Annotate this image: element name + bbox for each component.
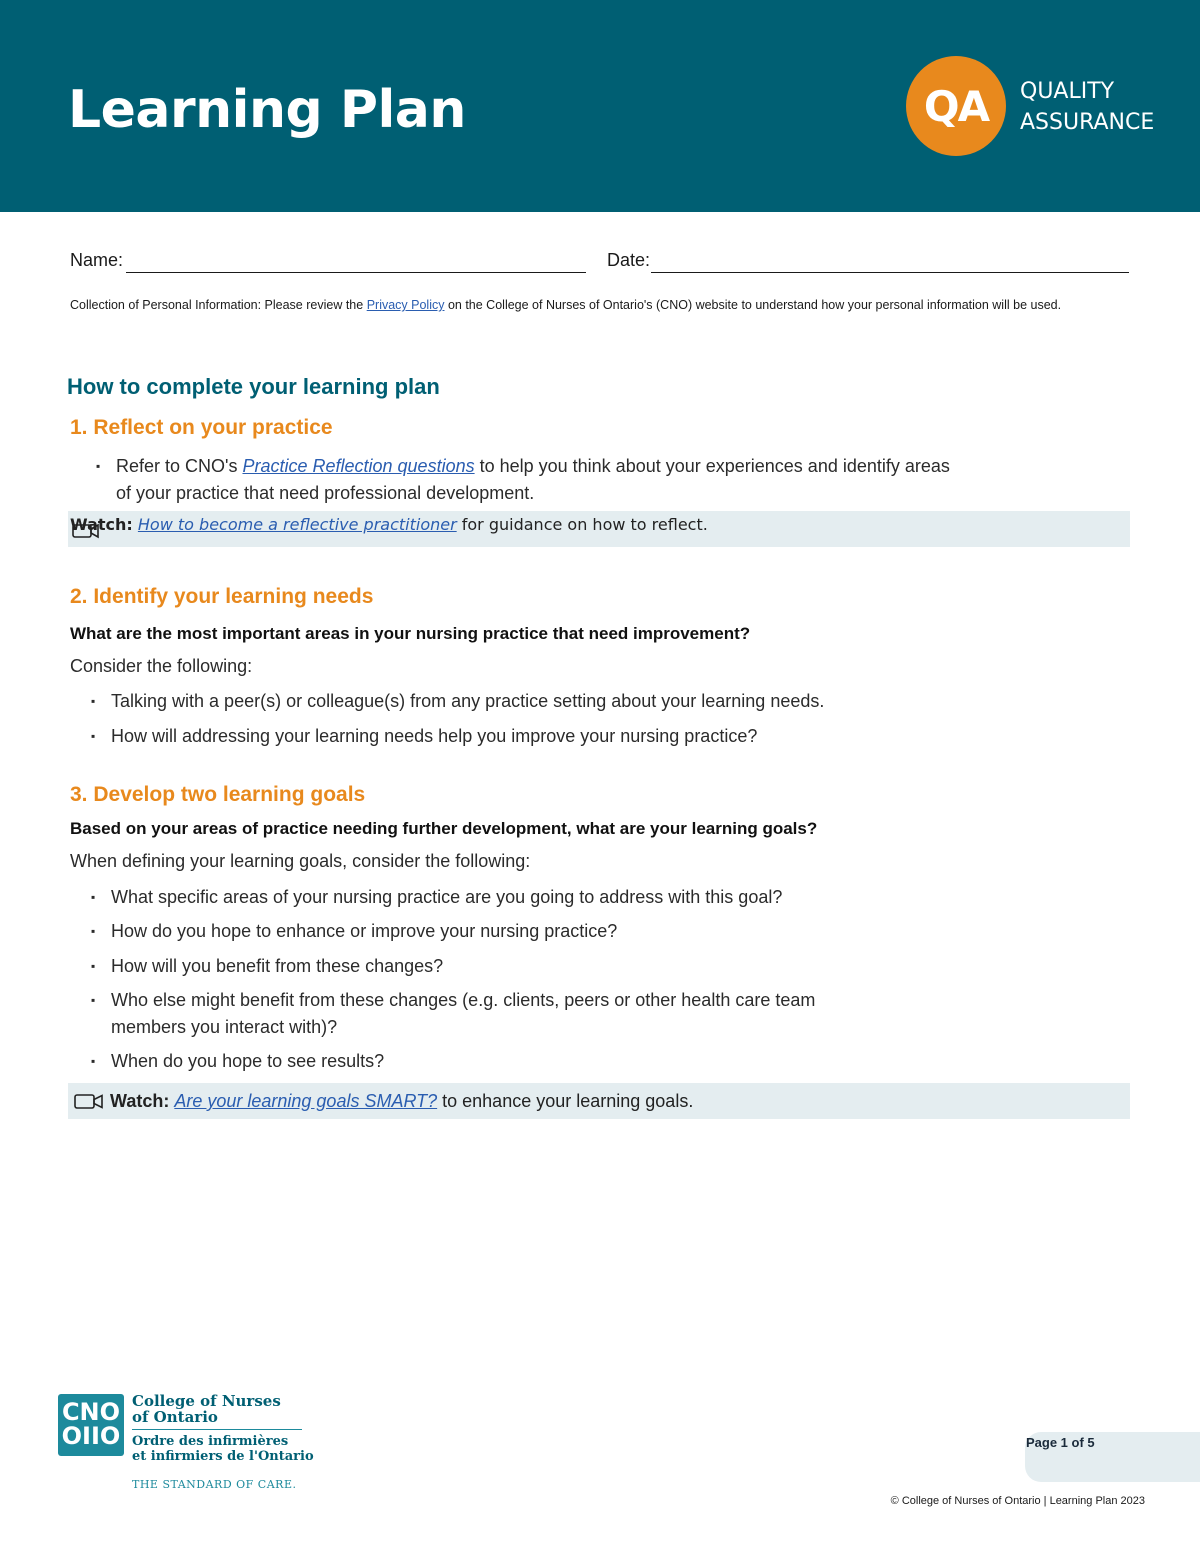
practice-reflection-link[interactable]: Practice Reflection questions <box>242 456 475 476</box>
section1-heading: 1. Reflect on your practice <box>70 416 333 439</box>
privacy-notice-text-end: on the College of Nurses of Ontario's (CNO) website to understand how your personal information will be used. <box>444 298 1062 312</box>
list-item-text: What specific areas of your nursing practice are you going to address with this goal? <box>111 887 783 907</box>
reflective-practitioner-link[interactable]: How to become a reflective practitioner <box>137 515 457 534</box>
privacy-notice-text: Collection of Personal Information: Please review the <box>70 298 367 312</box>
privacy-policy-link[interactable]: Privacy Policy <box>366 298 445 312</box>
list-item-text-cont: members you interact with)? <box>111 1017 338 1037</box>
watch-after: to enhance your learning goals. <box>437 1091 694 1111</box>
how-to-heading: How to complete your learning plan <box>67 374 440 399</box>
bullet-dot: ▪ <box>91 993 96 1007</box>
bullet-dot: ▪ <box>91 1054 96 1068</box>
bullet-text-cont: to help you think about your experiences and identify areas <box>474 456 950 476</box>
date-field[interactable] <box>607 250 650 271</box>
qa-logo-line1: QUALITY <box>1020 79 1115 104</box>
section1-bullet <box>96 453 1076 507</box>
list-item <box>91 918 618 945</box>
section2-question: What are the most important areas in your nursing practice that need improvement? <box>70 624 751 643</box>
qa-logo-text <box>1020 76 1154 138</box>
watch-after: for guidance on how to reflect. <box>456 515 708 534</box>
list-item-text: How will addressing your learning needs help you improve your nursing practice? <box>111 726 758 746</box>
smart-goals-link[interactable]: Are your learning goals SMART? <box>174 1091 438 1111</box>
page-number-tab <box>1025 1432 1200 1482</box>
name-input-line[interactable] <box>126 272 586 273</box>
bullet-dot: ▪ <box>91 959 96 973</box>
watch-line <box>70 515 708 534</box>
cno-logo <box>58 1394 124 1456</box>
section2-heading: 2. Identify your learning needs <box>70 585 374 608</box>
section3-intro: When defining your learning goals, consider the following: <box>70 851 531 871</box>
org-name-fr-1: Ordre des infirmières <box>132 1434 289 1449</box>
date-label: Date: <box>607 250 651 270</box>
qa-logo-line2: ASSURANCE <box>1020 110 1155 135</box>
list-item-text: How do you hope to enhance or improve your nursing practice? <box>111 921 618 941</box>
section2-intro: Consider the following: <box>70 656 253 676</box>
bullet-text: Refer to CNO's <box>116 456 243 476</box>
bullet-dot: ▪ <box>91 924 96 938</box>
list-item <box>91 723 758 750</box>
bullet-text-line2: of your practice that need professional development. <box>116 483 535 503</box>
watch-line <box>110 1091 693 1112</box>
page-number: Page 1 of 5 <box>1026 1435 1095 1450</box>
list-item <box>91 987 816 1041</box>
org-name-en-2: of Ontario <box>132 1408 218 1426</box>
privacy-notice <box>70 296 1140 314</box>
org-divider <box>132 1429 302 1430</box>
list-item-text: Talking with a peer(s) or colleague(s) from any practice setting about your learning needs. <box>111 691 825 711</box>
list-item <box>91 953 444 980</box>
bullet-dot: ▪ <box>91 694 96 708</box>
bullet-dot: ▪ <box>96 459 101 473</box>
list-item <box>91 884 783 911</box>
org-name-en-1: College of Nurses <box>132 1392 281 1410</box>
name-field[interactable] <box>70 250 123 271</box>
video-camera-icon <box>74 1093 104 1110</box>
list-item-text: When do you hope to see results? <box>111 1051 385 1071</box>
watch-label: Watch: <box>70 515 133 534</box>
watch-box-reflective <box>68 511 1130 547</box>
name-label: Name: <box>70 250 124 270</box>
watch-label: Watch: <box>110 1091 170 1111</box>
cno-logo-bottom: OIIO <box>61 1422 121 1450</box>
list-item-text: Who else might benefit from these changes (e.g. clients, peers or other health care team <box>111 990 816 1010</box>
list-item <box>91 1048 385 1075</box>
page-title: Learning Plan <box>68 80 466 140</box>
bullet-dot: ▪ <box>91 729 96 743</box>
list-item-text: How will you benefit from these changes? <box>111 956 444 976</box>
org-name <box>132 1393 314 1491</box>
org-name-fr-2: et infirmiers de l'Ontario <box>132 1449 314 1464</box>
list-item <box>91 688 825 715</box>
cno-logo-top: CNO <box>61 1398 121 1426</box>
date-input-line[interactable] <box>651 272 1129 273</box>
section3-question: Based on your areas of practice needing further development, what are your learning goals? <box>70 819 818 838</box>
page-header <box>0 0 1200 212</box>
section3-heading: 3. Develop two learning goals <box>70 783 366 806</box>
qa-logo-mark: QA <box>906 56 1006 156</box>
watch-box-smart <box>68 1083 1130 1119</box>
bullet-dot: ▪ <box>91 890 96 904</box>
footer-copyright: © College of Nurses of Ontario | Learning Plan 2023 <box>890 1495 1145 1507</box>
org-tagline: THE STANDARD OF CARE. <box>132 1478 297 1491</box>
